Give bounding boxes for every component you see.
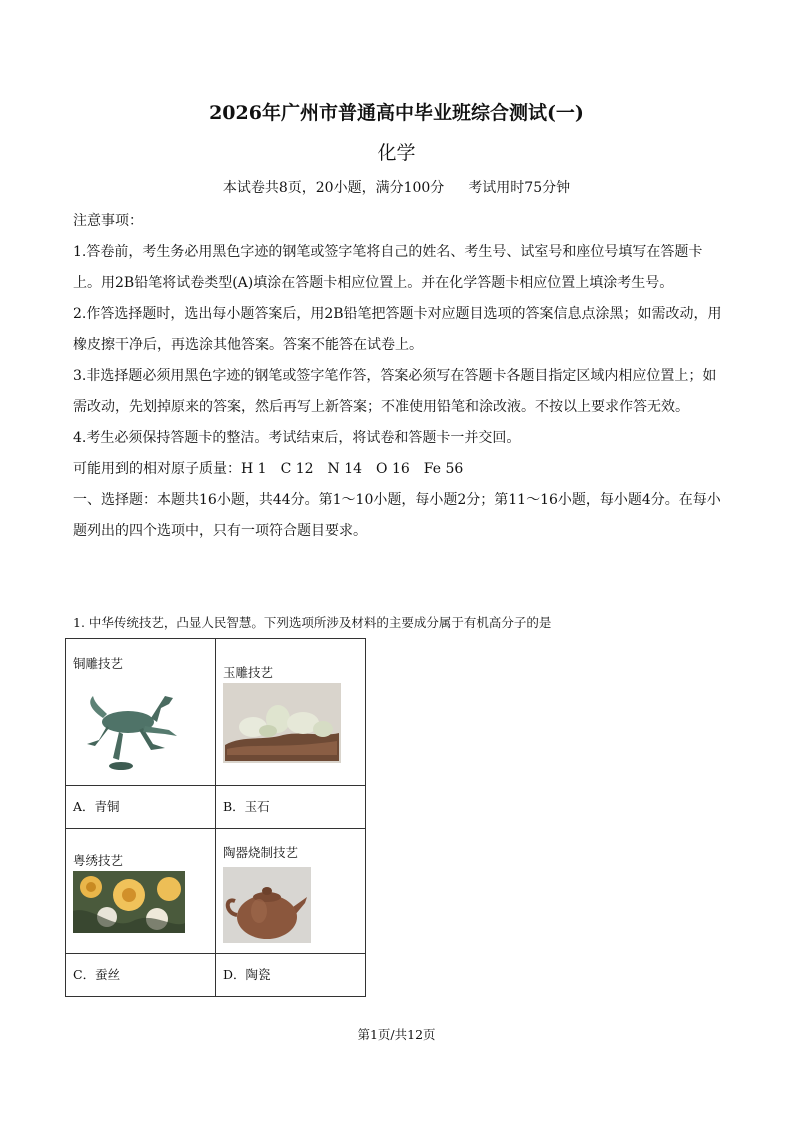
instructions <box>73 206 723 547</box>
option-a-label: A．青铜 <box>73 799 120 814</box>
note-item: 2.作答选择题时，选出每小题答案后，用2B铅笔把答题卡对应题目选项的答案信息点涂黑；如需改动，用橡皮擦干净后，再选涂其他答案。答案不能答在试卷上。 <box>73 306 722 353</box>
embroidery-image <box>73 871 215 936</box>
page-footer: 第1页/共12页 <box>357 1027 436 1042</box>
option-b-label: B．玉石 <box>223 799 270 814</box>
bronze-horse-image <box>73 674 215 777</box>
option-c-label-cell <box>66 954 216 997</box>
option-b-image-cell <box>216 639 366 786</box>
option-c-label: C．蚕丝 <box>73 967 121 982</box>
exam-info <box>0 177 793 197</box>
section-intro: 一、选择题：本题共16小题，共44分。第1～10小题，每小题2分；第11～16小题，每小题4分。在每小题列出的四个选项中，只有一项符合题目要求。 <box>73 492 721 539</box>
note-item: 1.答卷前，考生务必用黑色字迹的钢笔或签字笔将自己的姓名、考生号、试室号和座位号填写在答题卡上。用2B铅笔将试卷类型(A)填涂在答题卡相应位置上。并在化学答题卡相应位置上填涂考生号。 <box>73 244 703 291</box>
clay-teapot-image <box>223 867 365 946</box>
question-1-options <box>65 638 366 997</box>
option-d-image-cell <box>216 829 366 954</box>
option-a-image-cell <box>66 639 216 786</box>
note-item: 3.非选择题必须用黑色字迹的钢笔或签字笔作答，答案必须写在答题卡各题目指定区域内相应位置上；如需改动，先划掉原来的答案，然后再写上新答案；不准使用铅笔和涂改液。不按以上要求作答无效。 <box>73 368 717 415</box>
exam-subject: 化学 <box>377 142 416 164</box>
option-title: 玉雕技艺 <box>223 665 274 680</box>
option-c-image-cell <box>66 829 216 954</box>
exam-title: 2026年广州市普通高中毕业班综合测试(一) <box>209 102 584 124</box>
option-a-label-cell <box>66 786 216 829</box>
atomic-masses: 可能用到的相对原子质量：H 1 C 12 N 14 O 16 Fe 56 <box>73 461 464 477</box>
jade-carving-image <box>223 683 365 766</box>
question-1-stem: 1. 中华传统技艺，凸显人民智慧。下列选项所涉及材料的主要成分属于有机高分子的是 <box>73 615 552 630</box>
option-title: 陶器烧制技艺 <box>223 845 299 860</box>
exam-time-info: 考试用时75分钟 <box>468 180 571 196</box>
option-d-label-cell <box>216 954 366 997</box>
note-item: 4.考生必须保持答题卡的整洁。考试结束后，将试卷和答题卡一并交回。 <box>73 430 521 446</box>
notes-heading: 注意事项： <box>73 213 143 229</box>
option-d-label: D．陶瓷 <box>223 967 271 982</box>
option-title: 铜雕技艺 <box>73 656 124 671</box>
exam-pages-info: 本试卷共8页，20小题，满分100分 <box>222 180 445 196</box>
option-title: 粤绣技艺 <box>73 853 124 868</box>
option-b-label-cell <box>216 786 366 829</box>
